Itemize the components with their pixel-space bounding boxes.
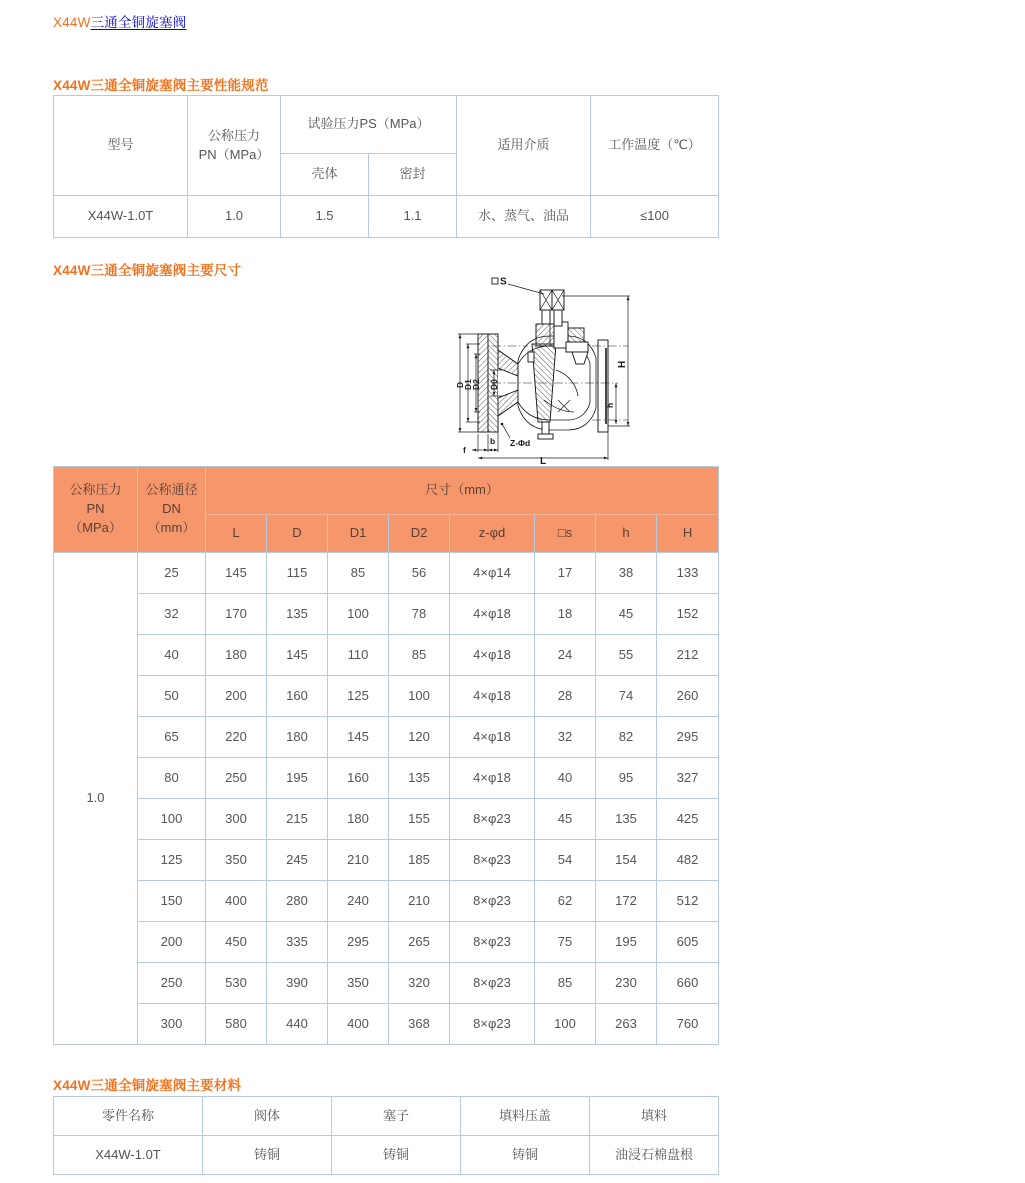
cell-s: 85 <box>535 963 596 1004</box>
cell-z-phi-d: 4×φ18 <box>450 635 535 676</box>
cell-D2: 56 <box>389 553 450 594</box>
col-header-dn-line1: 公称通径 <box>145 482 198 498</box>
col-header-L: L <box>206 515 267 553</box>
drawing-label-d-outer: D <box>455 381 465 388</box>
col-header-pn-line2: PN（MPa） <box>198 146 270 162</box>
table-row <box>54 963 719 1004</box>
cell-D: 195 <box>267 758 328 799</box>
col-header-s: □s <box>535 515 596 553</box>
cell-h: 195 <box>596 922 657 963</box>
table-row <box>54 881 719 922</box>
cell-H: 260 <box>657 676 719 717</box>
cell-D2: 100 <box>389 676 450 717</box>
cell-z-phi-d: 8×φ23 <box>450 963 535 1004</box>
cell-ps-seal: 1.1 <box>369 196 457 238</box>
table-row <box>54 594 719 635</box>
cell-h: 154 <box>596 840 657 881</box>
cell-D2: 135 <box>389 758 450 799</box>
cell-h: 45 <box>596 594 657 635</box>
cell-s: 54 <box>535 840 596 881</box>
cell-D: 280 <box>267 881 328 922</box>
col-header-shell: 壳体 <box>281 154 369 196</box>
cell-s: 18 <box>535 594 596 635</box>
cell-H: 512 <box>657 881 719 922</box>
materials-col-header-2: 塞子 <box>332 1097 461 1136</box>
drawing-label-s: S <box>500 276 507 288</box>
col-header-pn <box>54 467 138 553</box>
cell-D1: 210 <box>328 840 389 881</box>
col-header-D: D <box>267 515 328 553</box>
col-header-size-group: 尺寸（mm） <box>206 467 719 515</box>
drawing-label-b: b <box>490 436 496 446</box>
cell-dn: 100 <box>138 799 206 840</box>
cell-temperature: ≤100 <box>591 196 719 238</box>
col-header-pn <box>188 96 281 196</box>
materials-cell-2: 铸铜 <box>332 1136 461 1175</box>
page-title-prefix: X44W <box>53 15 91 30</box>
cell-dn: 150 <box>138 881 206 922</box>
materials-col-header-3: 填料压盖 <box>461 1097 590 1136</box>
cell-h: 95 <box>596 758 657 799</box>
cell-s: 28 <box>535 676 596 717</box>
table-row <box>54 922 719 963</box>
cell-z-phi-d: 4×φ18 <box>450 676 535 717</box>
cell-D: 160 <box>267 676 328 717</box>
drawing-label-h-small: h <box>605 402 615 408</box>
cell-h: 135 <box>596 799 657 840</box>
cell-D2: 185 <box>389 840 450 881</box>
cell-s: 75 <box>535 922 596 963</box>
cell-D1: 100 <box>328 594 389 635</box>
cell-z-phi-d: 8×φ23 <box>450 840 535 881</box>
materials-cell-4: 油浸石棉盘根 <box>590 1136 719 1175</box>
cell-h: 230 <box>596 963 657 1004</box>
cell-H: 425 <box>657 799 719 840</box>
table-row <box>54 196 719 238</box>
materials-col-header-0: 零件名称 <box>54 1097 203 1136</box>
cell-z-phi-d: 4×φ18 <box>450 594 535 635</box>
cell-s: 62 <box>535 881 596 922</box>
cell-dn: 32 <box>138 594 206 635</box>
table-row <box>54 799 719 840</box>
materials-col-header-1: 阀体 <box>203 1097 332 1136</box>
cell-L: 220 <box>206 717 267 758</box>
cell-D2: 210 <box>389 881 450 922</box>
col-header-test-pressure: 试验压力PS（MPa） <box>281 96 457 154</box>
table-row <box>54 758 719 799</box>
cell-dn: 25 <box>138 553 206 594</box>
cell-s: 24 <box>535 635 596 676</box>
cell-dn: 40 <box>138 635 206 676</box>
cell-z-phi-d: 8×φ23 <box>450 799 535 840</box>
materials-cell-1: 铸铜 <box>203 1136 332 1175</box>
cell-D1: 240 <box>328 881 389 922</box>
cell-D: 145 <box>267 635 328 676</box>
cell-H: 605 <box>657 922 719 963</box>
cell-D2: 120 <box>389 717 450 758</box>
cell-H: 760 <box>657 1004 719 1045</box>
cell-H: 295 <box>657 717 719 758</box>
cell-D2: 155 <box>389 799 450 840</box>
cell-z-phi-d: 8×φ23 <box>450 1004 535 1045</box>
col-header-model: 型号 <box>54 96 188 196</box>
cell-H: 327 <box>657 758 719 799</box>
cell-z-phi-d: 4×φ18 <box>450 758 535 799</box>
table-row <box>54 717 719 758</box>
drawing-label-d2: D2 <box>471 379 481 390</box>
valve-cross-section-drawing <box>432 272 680 464</box>
cell-z-phi-d: 4×φ14 <box>450 553 535 594</box>
drawing-label-z-phi-d: Z-Φd <box>510 438 531 448</box>
section-heading-spec: X44W三通全铜旋塞阀主要性能规范 <box>53 78 269 93</box>
performance-spec-table <box>53 95 719 238</box>
cell-z-phi-d: 4×φ18 <box>450 717 535 758</box>
cell-H: 212 <box>657 635 719 676</box>
cell-D: 335 <box>267 922 328 963</box>
cell-D1: 400 <box>328 1004 389 1045</box>
materials-cell-3: 铸铜 <box>461 1136 590 1175</box>
col-header-dn-line2: DN <box>162 501 181 517</box>
col-header-pn-line2: PN <box>86 501 105 517</box>
cell-L: 170 <box>206 594 267 635</box>
cell-D1: 110 <box>328 635 389 676</box>
table-row <box>54 1136 719 1175</box>
cell-H: 660 <box>657 963 719 1004</box>
cell-L: 180 <box>206 635 267 676</box>
page-title <box>53 11 186 31</box>
col-header-pn-line3: （MPa） <box>69 519 122 535</box>
cell-D2: 78 <box>389 594 450 635</box>
cell-D: 245 <box>267 840 328 881</box>
col-header-seal: 密封 <box>369 154 457 196</box>
cell-z-phi-d: 8×φ23 <box>450 922 535 963</box>
cell-L: 400 <box>206 881 267 922</box>
section-heading-materials: X44W三通全铜旋塞阀主要材料 <box>53 1078 242 1093</box>
cell-D1: 350 <box>328 963 389 1004</box>
cell-h: 263 <box>596 1004 657 1045</box>
table-header-row <box>54 96 719 154</box>
col-header-dn-line3: （mm） <box>147 519 196 535</box>
cell-H: 152 <box>657 594 719 635</box>
cell-h: 82 <box>596 717 657 758</box>
table-row <box>54 635 719 676</box>
cell-dn: 50 <box>138 676 206 717</box>
cell-L: 450 <box>206 922 267 963</box>
cell-h: 55 <box>596 635 657 676</box>
cell-L: 300 <box>206 799 267 840</box>
dimensions-table <box>53 466 719 1045</box>
cell-dn: 250 <box>138 963 206 1004</box>
cell-D: 180 <box>267 717 328 758</box>
cell-h: 172 <box>596 881 657 922</box>
col-header-z-phi-d: z-φd <box>450 515 535 553</box>
col-header-D1: D1 <box>328 515 389 553</box>
cell-H: 482 <box>657 840 719 881</box>
cell-D1: 125 <box>328 676 389 717</box>
col-header-dn <box>138 467 206 553</box>
col-header-D2: D2 <box>389 515 450 553</box>
cell-h: 38 <box>596 553 657 594</box>
col-header-h: h <box>596 515 657 553</box>
cell-z-phi-d: 8×φ23 <box>450 881 535 922</box>
cell-dn: 80 <box>138 758 206 799</box>
cell-model: X44W-1.0T <box>54 196 188 238</box>
table-row <box>54 1004 719 1045</box>
dimensions-table-body <box>54 553 719 1045</box>
cell-D: 115 <box>267 553 328 594</box>
cell-D1: 160 <box>328 758 389 799</box>
cell-D2: 265 <box>389 922 450 963</box>
drawing-label-f: f <box>463 445 466 455</box>
drawing-label-h-big: H <box>617 360 628 368</box>
col-header-pn-line1: 公称压力 <box>207 127 260 143</box>
section-heading-dimensions: X44W三通全铜旋塞阀主要尺寸 <box>53 263 242 278</box>
materials-header-row <box>54 1097 719 1136</box>
cell-pn: 1.0 <box>188 196 281 238</box>
cell-L: 250 <box>206 758 267 799</box>
cell-s: 40 <box>535 758 596 799</box>
cell-D1: 85 <box>328 553 389 594</box>
col-header-pn-line1: 公称压力 <box>69 482 122 498</box>
cell-L: 530 <box>206 963 267 1004</box>
materials-table <box>53 1096 719 1175</box>
cell-D1: 145 <box>328 717 389 758</box>
drawing-label-d1: D1 <box>463 379 473 390</box>
materials-col-header-4: 填料 <box>590 1097 719 1136</box>
cell-pn: 1.0 <box>54 553 138 1045</box>
cell-D1: 295 <box>328 922 389 963</box>
table-row <box>54 553 719 594</box>
cell-dn: 125 <box>138 840 206 881</box>
cell-L: 350 <box>206 840 267 881</box>
cell-L: 145 <box>206 553 267 594</box>
cell-D2: 320 <box>389 963 450 1004</box>
cell-D: 390 <box>267 963 328 1004</box>
materials-cell-0: X44W-1.0T <box>54 1136 203 1175</box>
table-row <box>54 840 719 881</box>
page-title-link[interactable]: 三通全铜旋塞阀 <box>90 15 187 30</box>
drawing-label-l: L <box>540 456 547 464</box>
cell-dn: 200 <box>138 922 206 963</box>
col-header-medium: 适用介质 <box>457 96 591 196</box>
dims-header-row <box>54 467 719 515</box>
cell-h: 74 <box>596 676 657 717</box>
cell-dn: 65 <box>138 717 206 758</box>
cell-L: 580 <box>206 1004 267 1045</box>
cell-L: 200 <box>206 676 267 717</box>
cell-s: 100 <box>535 1004 596 1045</box>
drawing-label-d0: D0 <box>489 379 499 390</box>
cell-ps-shell: 1.5 <box>281 196 369 238</box>
cell-s: 32 <box>535 717 596 758</box>
col-header-temperature: 工作温度（℃） <box>591 96 719 196</box>
cell-s: 45 <box>535 799 596 840</box>
cell-D: 215 <box>267 799 328 840</box>
cell-D1: 180 <box>328 799 389 840</box>
table-row <box>54 676 719 717</box>
cell-H: 133 <box>657 553 719 594</box>
col-header-H: H <box>657 515 719 553</box>
cell-D2: 368 <box>389 1004 450 1045</box>
cell-D2: 85 <box>389 635 450 676</box>
cell-D: 440 <box>267 1004 328 1045</box>
cell-dn: 300 <box>138 1004 206 1045</box>
materials-table-body <box>54 1136 719 1175</box>
cell-s: 17 <box>535 553 596 594</box>
cell-D: 135 <box>267 594 328 635</box>
cell-medium: 水、蒸气、油品 <box>457 196 591 238</box>
